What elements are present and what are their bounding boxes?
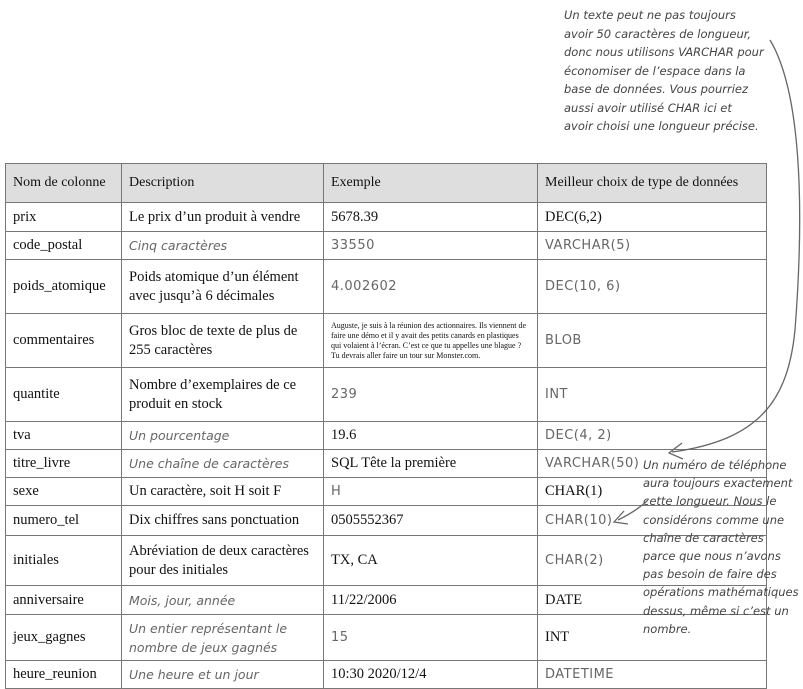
cell-desc: Abréviation de deux caractères pour des initiales [122,536,324,586]
cell-desc: Cinq caractères [122,232,324,260]
cell-type: DATETIME [538,661,767,689]
cell-example: 15 [324,615,538,661]
cell-type: DEC(4, 2) [538,422,767,450]
cell-type: DEC(6,2) [538,203,767,232]
arrow-varchar-note [672,40,800,452]
cell-name: anniversaire [6,586,122,615]
cell-type: DATE [538,586,767,615]
cell-type: BLOB [538,314,767,368]
cell-desc: Poids atomique d’un élément avec jusqu’à 6 décimales [122,260,324,314]
header-best-type: Meilleur choix de type de données [538,164,767,203]
cell-example: 4.002602 [324,260,538,314]
cell-example: TX, CA [324,536,538,586]
cell-name: jeux_gagnes [6,615,122,661]
cell-desc: Dix chiffres sans ponctuation [122,506,324,536]
cell-type: CHAR(1) [538,478,767,506]
header-description: Description [122,164,324,203]
cell-example: 33550 [324,232,538,260]
header-column-name: Nom de colonne [6,164,122,203]
cell-type: INT [538,368,767,422]
cell-desc: Gros bloc de texte de plus de 255 caractères [122,314,324,368]
cell-name: commentaires [6,314,122,368]
cell-name: tva [6,422,122,450]
cell-name: quantite [6,368,122,422]
cell-name: sexe [6,478,122,506]
cell-example: H [324,478,538,506]
header-example: Exemple [324,164,538,203]
cell-example: SQL Tête la première [324,450,538,478]
cell-desc: Un entier représentant le nombre de jeux gagnés [122,615,324,661]
cell-example: 19.6 [324,422,538,450]
annotation-phone-note: Un numéro de téléphone aura toujours exactement cette longueur. Nous le considérons comme une chaîne de caractères parce que nous n’avons pas besoin de faire des opérations mathématiques dessus, même si c’est un nombre. [643,458,799,636]
cell-desc: Un caractère, soit H soit F [122,478,324,506]
cell-type: VARCHAR(50) [538,450,767,478]
cell-desc: Nombre d’exemplaires de ce produit en stock [122,368,324,422]
cell-example: Auguste, je suis à la réunion des actionnaires. Ils viennent de faire une démo et il y avait des petits canards en plastiques qui volaient à l’écran. C’est ce que tu appelles une blague ? Tu devrais aller faire un tour sur Monster.com. [324,314,538,368]
cell-example: 11/22/2006 [324,586,538,615]
arrowhead-phone-note [614,511,628,524]
cell-type: CHAR(10) [538,506,767,536]
cell-example: 0505552367 [324,506,538,536]
cell-example: 10:30 2020/12/4 [324,661,538,689]
cell-type: INT [538,615,767,661]
cell-example: 239 [324,368,538,422]
cell-name: numero_tel [6,506,122,536]
cell-desc: Un pourcentage [122,422,324,450]
arrow-phone-note [618,500,648,520]
cell-name: titre_livre [6,450,122,478]
cell-type: CHAR(2) [538,536,767,586]
cell-desc: Une heure et un jour [122,661,324,689]
cell-name: prix [6,203,122,232]
cell-example: 5678.39 [324,203,538,232]
annotation-varchar-note: Un texte peut ne pas toujours avoir 50 caractères de longueur, donc nous utilisons VARCHAR pour économiser de l’espace dans la base de données. Vous pourriez aussi avoir utilisé CHAR ici et avoir choisi une longueur précise. [564,8,764,133]
cell-type: VARCHAR(5) [538,232,767,260]
cell-desc: Mois, jour, année [122,586,324,615]
cell-name: poids_atomique [6,260,122,314]
cell-name: heure_reunion [6,661,122,689]
cell-desc: Le prix d’un produit à vendre [122,203,324,232]
cell-name: initiales [6,536,122,586]
cell-desc: Une chaîne de caractères [122,450,324,478]
cell-name: code_postal [6,232,122,260]
cell-type: DEC(10, 6) [538,260,767,314]
